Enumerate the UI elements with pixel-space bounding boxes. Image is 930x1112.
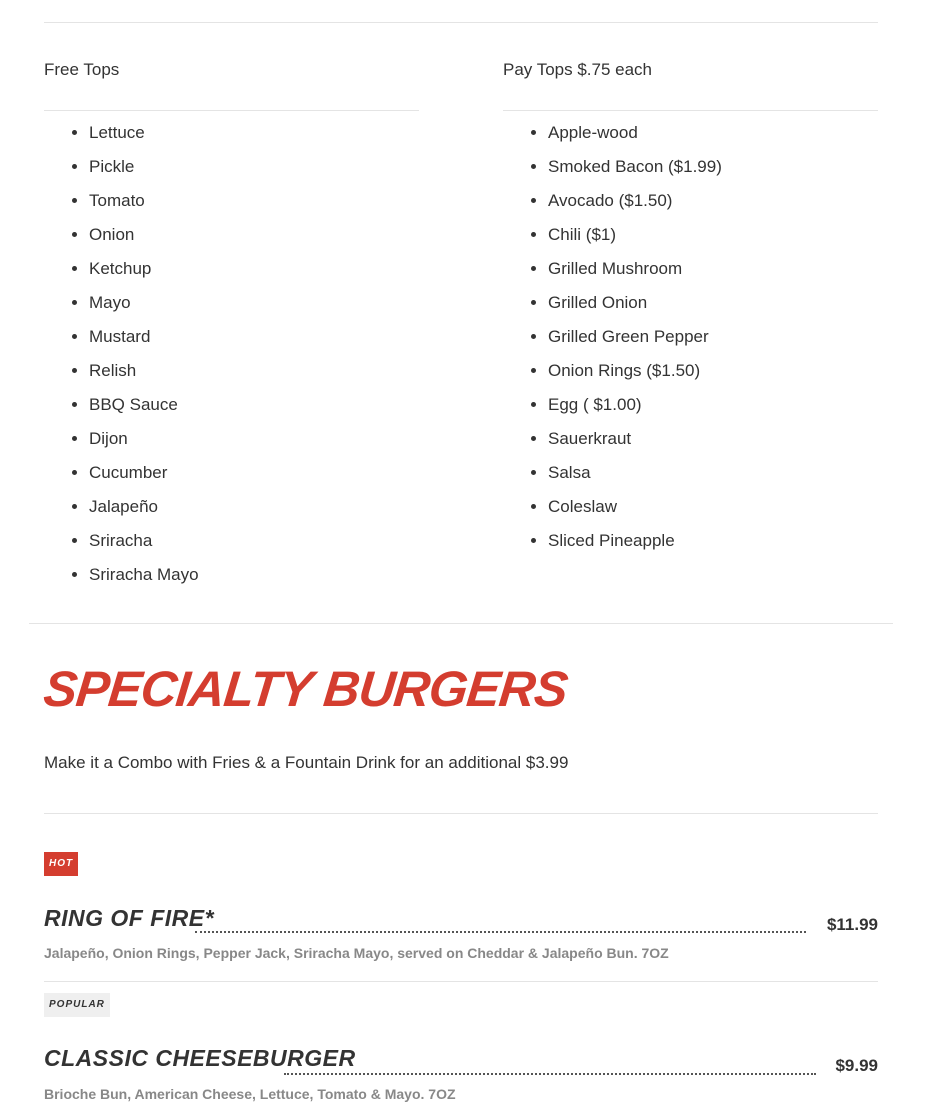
topping-item: • Pickle	[89, 150, 199, 184]
topping-item: • Apple-wood	[548, 116, 722, 150]
topping-item: • Relish	[89, 354, 199, 388]
section-divider	[29, 623, 893, 624]
topping-item: • BBQ Sauce	[89, 388, 199, 422]
topping-item: • Sliced Pineapple	[548, 524, 722, 558]
item-divider	[44, 981, 878, 982]
topping-item: • Onion	[89, 218, 199, 252]
item-description: Brioche Bun, American Cheese, Lettuce, Tomato & Mayo. 7OZ	[44, 1086, 456, 1102]
topping-item: • Salsa	[548, 456, 722, 490]
pay-tops-divider	[503, 110, 878, 111]
topping-item: • Grilled Onion	[548, 286, 722, 320]
hot-badge: HOT	[44, 852, 78, 876]
item-price: $9.99	[835, 1056, 878, 1075]
topping-item: • Smoked Bacon ($1.99)	[548, 150, 722, 184]
free-tops-title: Free Tops	[44, 60, 120, 79]
free-tops-list	[44, 116, 199, 592]
topping-item: • Sriracha Mayo	[89, 558, 199, 592]
top-divider	[44, 22, 878, 23]
topping-item: • Avocado ($1.50)	[548, 184, 722, 218]
topping-item: • Tomato	[89, 184, 199, 218]
topping-item: • Cucumber	[89, 456, 199, 490]
topping-item: • Mustard	[89, 320, 199, 354]
topping-item: • Sriracha	[89, 524, 199, 558]
topping-item: • Onion Rings ($1.50)	[548, 354, 722, 388]
topping-item: • Dijon	[89, 422, 199, 456]
topping-item: • Ketchup	[89, 252, 199, 286]
dotted-leader	[195, 931, 806, 933]
item-name[interactable]: CLASSIC CHEESEBURGER	[44, 1045, 356, 1071]
pay-tops-title: Pay Tops $.75 each	[503, 60, 653, 79]
topping-item: • Lettuce	[89, 116, 199, 150]
popular-badge: POPULAR	[44, 993, 110, 1017]
topping-item: • Mayo	[89, 286, 199, 320]
item-description: Jalapeño, Onion Rings, Pepper Jack, Sriracha Mayo, served on Cheddar & Jalapeño Bun. 7OZ	[44, 945, 669, 961]
topping-item: • Coleslaw	[548, 490, 722, 524]
pay-tops-list	[503, 116, 722, 558]
topping-item: • Grilled Green Pepper	[548, 320, 722, 354]
free-tops-divider	[44, 110, 419, 111]
combo-note: Make it a Combo with Fries & a Fountain Drink for an additional $3.99	[44, 753, 569, 772]
item-name[interactable]: RING OF FIRE*	[44, 905, 215, 931]
topping-item: • Egg ( $1.00)	[548, 388, 722, 422]
topping-item: • Grilled Mushroom	[548, 252, 722, 286]
topping-item: • Jalapeño	[89, 490, 199, 524]
combo-divider	[44, 813, 878, 814]
section-title: SPECIALTY BURGERS	[41, 661, 570, 717]
dotted-leader	[284, 1073, 816, 1075]
topping-item: • Sauerkraut	[548, 422, 722, 456]
item-price: $11.99	[826, 915, 878, 934]
topping-item: • Chili ($1)	[548, 218, 722, 252]
